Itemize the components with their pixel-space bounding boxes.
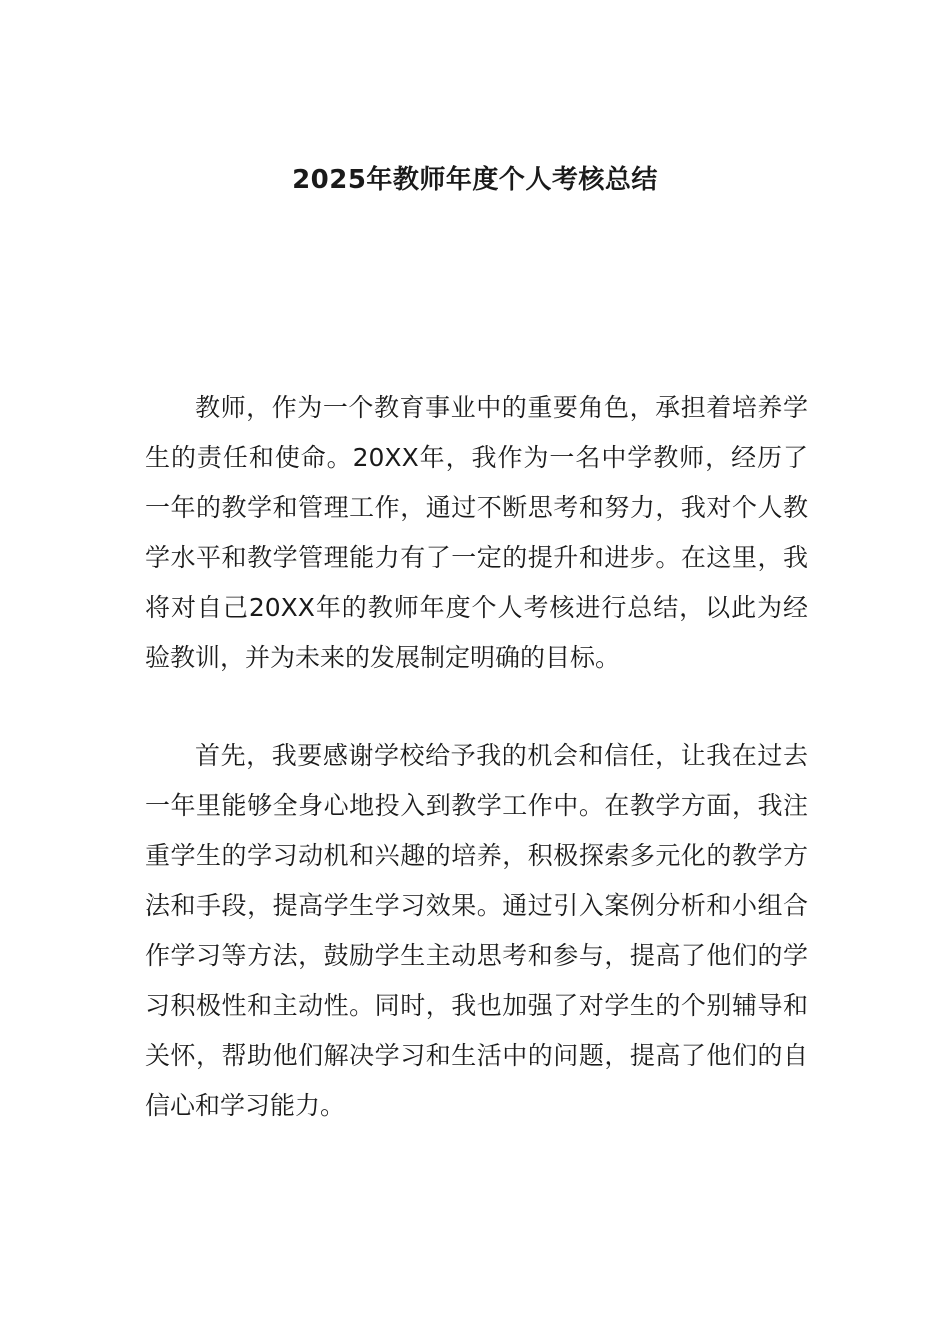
paragraph-introduction: 教师，作为一个教育事业中的重要角色，承担着培养学生的责任和使命。20XX年，我作为一名中学教师，经历了一年的教学和管理工作，通过不断思考和努力，我对个人教学水平和教学管理能力有了一定的提升和进步。在这里，我将对自己20XX年的教师年度个人考核进行总结，以此为经验教训，并为未来的发展制定明确的目标。 (145, 393, 808, 672)
paragraph-teaching: 首先，我要感谢学校给予我的机会和信任，让我在过去一年里能够全身心地投入到教学工作中。在教学方面，我注重学生的学习动机和兴趣的培养，积极探索多元化的教学方法和手段，提高学生学习效果。通过引入案例分析和小组合作学习等方法，鼓励学生主动思考和参与，提高了他们的学习积极性和主动性。同时，我也加强了对学生的个别辅导和关怀，帮助他们解决学习和生活中的问题，提高了他们的自信心和学习能力。 (145, 741, 808, 1120)
document-title: 2025年教师年度个人考核总结 (292, 165, 658, 195)
